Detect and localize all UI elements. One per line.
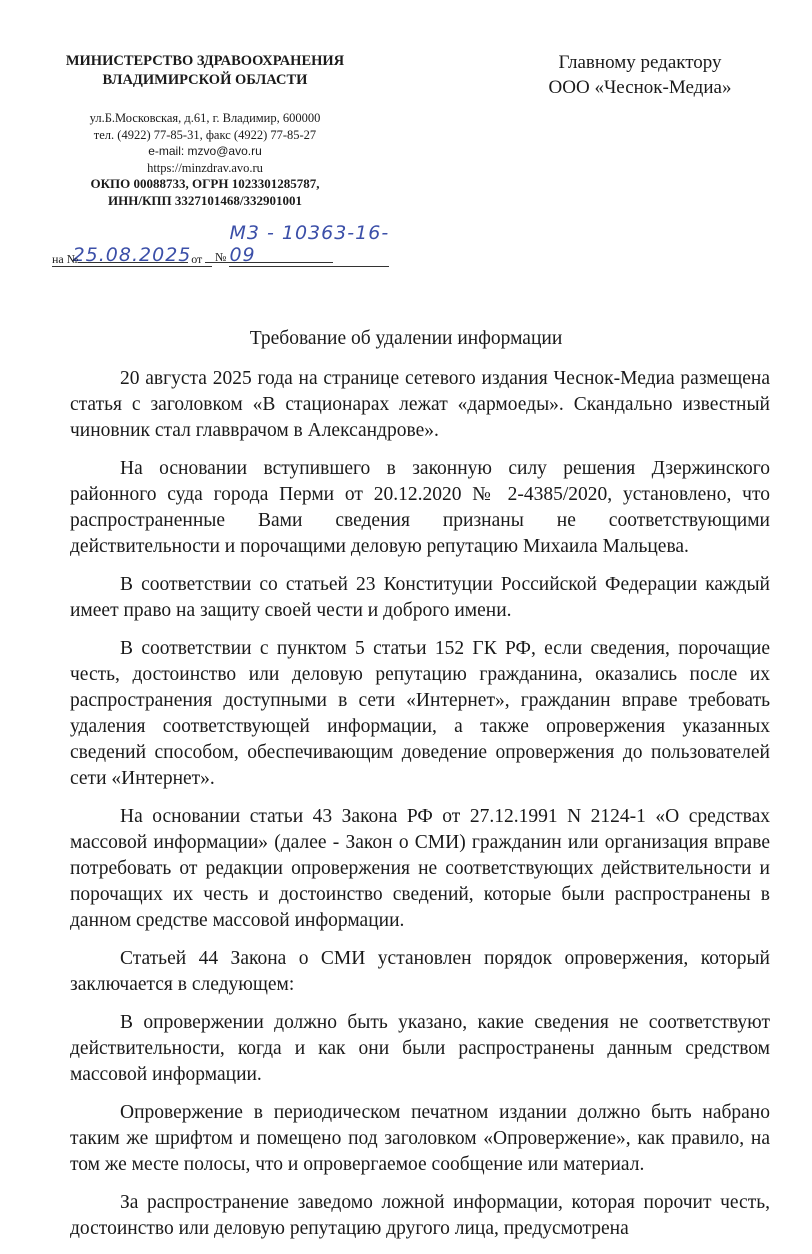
paragraph: За распространение заведомо ложной информации, которая порочит честь, достоинство или деловую репутацию другого лица, предусмотрена: [70, 1192, 770, 1239]
recipient: [500, 50, 780, 100]
paragraph: В опровержении должно быть указано, какие сведения не соответствуют действительности, когда и как они были распространены данным средством массовой информации.: [70, 1012, 770, 1085]
document-body: [70, 366, 770, 1254]
from-label: от: [191, 252, 203, 266]
codes: ОКПО 00088733, ОГРН 1023301285787,: [90, 176, 320, 191]
phone: тел. (4922) 77-85-31, факс (4922) 77-85-27: [93, 127, 317, 142]
org-line: ВЛАДИМИРСКОЙ ОБЛАСТИ: [102, 72, 308, 88]
paragraph: 20 августа 2025 года на странице сетевого издания Чеснок-Медиа размещена статья с заголовком «В стационарах лежат «дармоеды». Скандально известный чиновник стал главврачом в Александрове».: [70, 368, 770, 441]
website: https://minzdrav.avo.ru: [147, 160, 263, 175]
paragraph: В соответствии с пунктом 5 статьи 152 ГК РФ, если сведения, порочащие честь, достоинство или деловую репутацию гражданина, оказались после их распространения доступными в сети «Интернет», гражданин вправе требовать удаления соответствующей информации, а также опровержения указанных сведений способом, обеспечивающим доведение опровержения до пользователей сети «Интернет».: [70, 638, 770, 789]
paragraph: На основании статьи 43 Закона РФ от 27.12.1991 N 2124-1 «О средствах массовой информации» (далее - Закон о СМИ) гражданин или организация вправе потребовать от редакции опровержения не соответствующих действительности и порочащих их честь и достоинство сведений, которые были распространены в данном средстве массовой информации.: [70, 806, 770, 931]
registration-date: 25.08.2025: [52, 244, 212, 267]
sender-organization: [40, 52, 370, 90]
address: ул.Б.Московская, д.61, г. Владимир, 600000: [89, 111, 321, 125]
reply-line: [52, 250, 333, 267]
paragraph: В соответствии со статьей 23 Конституции Российской Федерации каждый имеет право на защиту своей чести и доброго имени.: [70, 574, 770, 621]
reply-label: на №: [52, 252, 79, 266]
recipient-line: ООО «Чеснок-Медиа»: [548, 77, 732, 98]
codes: ИНН/КПП 3327101468/332901001: [108, 192, 302, 208]
sender-details: [40, 110, 370, 209]
paragraph: На основании вступившего в законную силу решения Дзержинского районного суда города Перми от 20.12.2020 № 2-4385/2020, установлено, что распространенные Вами сведения признаны не соответствующими действительности и порочащими деловую репутацию Михаила Мальцева.: [70, 458, 770, 557]
email: e-mail: mzvo@avo.ru: [148, 144, 262, 158]
paragraph: Статьей 44 Закона о СМИ установлен порядок опровержения, который заключается в следующем:: [70, 948, 770, 995]
paragraph: Опровержение в периодическом печатном издании должно быть набрано таким же шрифтом и помещено под заголовком «Опровержение», как правило, на том же месте полосы, что и опровергаемое сообщение или материал.: [70, 1102, 770, 1175]
document-title: Требование об удалении информации: [249, 328, 563, 349]
org-line: МИНИСТЕРСТВО ЗДРАВООХРАНЕНИЯ: [65, 53, 345, 69]
recipient-line: Главному редактору: [558, 52, 722, 73]
number-label: №: [215, 250, 227, 264]
registration-number: М3 - 10363-16-09: [229, 222, 390, 266]
